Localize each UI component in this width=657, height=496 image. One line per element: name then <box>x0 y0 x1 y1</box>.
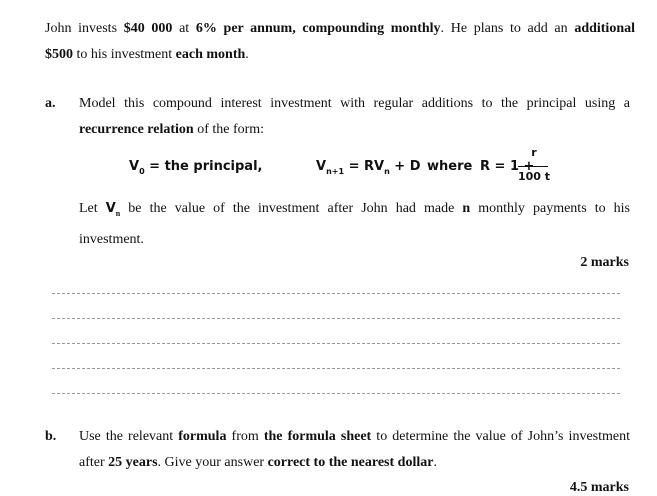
formula-principal <box>129 159 262 174</box>
plus-d-text: + D <box>394 159 421 174</box>
question-b-marks: 4.5 marks <box>569 480 629 495</box>
sub-n: n <box>115 209 121 218</box>
rounding-text: correct to the nearest dollar <box>267 455 434 470</box>
rate-text: 6% per annum, compounding monthly <box>195 21 441 36</box>
intro-line-1 <box>45 16 635 42</box>
var-v: V <box>129 159 140 174</box>
formula-text: formula <box>178 429 227 444</box>
principal-text: = the principal, <box>149 159 263 174</box>
each-month-text: each month <box>175 47 246 62</box>
answer-line[interactable] <box>52 318 620 319</box>
sub-n: n <box>384 167 390 176</box>
intro-line-2 <box>45 47 249 62</box>
let-line-2: investment. <box>79 232 144 247</box>
sub-0: 0 <box>139 167 145 176</box>
text: John invests <box>45 21 124 36</box>
var-n: n <box>462 201 471 216</box>
var-v: V <box>105 201 116 216</box>
text: . <box>245 47 249 62</box>
text: monthly payments to his <box>470 201 630 216</box>
question-a-line-1: Model this compound interest investment with regular additions to the principal using a <box>79 96 630 111</box>
answer-line[interactable] <box>52 393 620 394</box>
let-line-1 <box>79 196 630 223</box>
text: Use the relevant <box>79 429 179 444</box>
fraction-denominator: 100 t <box>517 170 551 183</box>
formula-sheet-text: the formula sheet <box>263 429 372 444</box>
text: be the value of the investment after John had made <box>120 201 463 216</box>
text: of the form: <box>193 122 265 137</box>
text: to determine the value of John’s investment <box>371 429 630 444</box>
answer-line[interactable] <box>52 343 620 344</box>
additional-text: additional <box>574 21 636 36</box>
fraction-numerator: r <box>531 146 537 159</box>
text: Let <box>79 201 106 216</box>
question-a-line-2 <box>79 122 264 137</box>
text: . Give your answer <box>157 455 268 470</box>
text: from <box>226 429 264 444</box>
answer-line[interactable] <box>52 293 620 294</box>
amount-monthly: $500 <box>45 47 73 62</box>
formula-r: R = 1 + <box>480 159 535 174</box>
formula-recurrence <box>316 159 421 174</box>
recurrence-relation-text: recurrence relation <box>79 122 194 137</box>
question-a-marks: 2 marks <box>580 255 629 270</box>
question-b-label: b. <box>45 429 57 444</box>
text: . He plans to add an <box>440 21 575 36</box>
text: . <box>433 455 437 470</box>
years-text: 25 years <box>108 455 158 470</box>
question-b-line-1 <box>79 424 630 450</box>
intro-paragraph <box>45 16 635 68</box>
answer-line[interactable] <box>52 368 620 369</box>
text: at <box>172 21 196 36</box>
text: to his investment <box>73 47 176 62</box>
question-b-text <box>79 424 630 476</box>
formula-where: where <box>427 159 473 174</box>
question-b-line-2 <box>79 455 437 470</box>
fraction-bar <box>518 166 548 167</box>
question-a-text <box>79 91 630 143</box>
question-a-label: a. <box>45 96 56 111</box>
sub-n-plus-1: n+1 <box>326 167 345 176</box>
text: after <box>79 455 109 470</box>
amount-principal: $40 000 <box>123 21 173 36</box>
let-paragraph <box>79 196 630 253</box>
var-v: V <box>316 159 327 174</box>
rv-text: = RV <box>348 159 385 174</box>
